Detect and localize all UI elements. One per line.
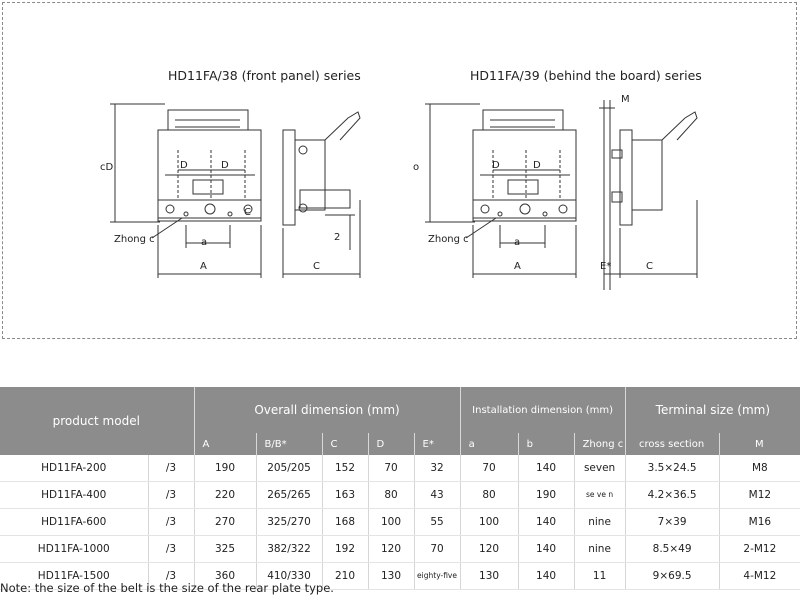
cell-zhong: nine [574, 509, 625, 536]
left-front-view [110, 104, 261, 278]
cell-suffix: /3 [148, 536, 194, 563]
subheader-zhong: Zhong c [574, 433, 625, 455]
dim-label-zhong-right: Zhong c [428, 234, 469, 245]
cell-C: 192 [322, 536, 368, 563]
cell-b: 140 [518, 455, 574, 482]
dim-label-o: o [413, 162, 420, 173]
cell-M: 4-M12 [719, 563, 800, 590]
cell-b: 140 [518, 563, 574, 590]
dim-label-Estar: E* [600, 261, 612, 272]
cell-b: 140 [518, 536, 574, 563]
cell-A: 270 [194, 509, 256, 536]
cell-a: 70 [460, 455, 518, 482]
cell-E: 55 [414, 509, 460, 536]
cell-D: 80 [368, 482, 414, 509]
cell-A: 325 [194, 536, 256, 563]
cell-b: 140 [518, 509, 574, 536]
cell-A: 360 [194, 563, 256, 590]
cell-B: 410/330 [256, 563, 322, 590]
dim-label-cd: cD [100, 162, 114, 173]
dim-label-two: 2 [334, 232, 341, 243]
cell-C: 210 [322, 563, 368, 590]
cell-B: 265/265 [256, 482, 322, 509]
header-product-model: product model [0, 387, 194, 455]
cell-zhong: nine [574, 536, 625, 563]
dim-label-a-small-right: a [514, 237, 521, 248]
left-side-view [283, 112, 360, 278]
cell-suffix: /3 [148, 455, 194, 482]
cell-M: M16 [719, 509, 800, 536]
left-series-title: HD11FA/38 (front panel) series [168, 68, 361, 83]
cell-a: 130 [460, 563, 518, 590]
cell-A: 190 [194, 455, 256, 482]
cell-C: 168 [322, 509, 368, 536]
cell-a: 100 [460, 509, 518, 536]
cell-model: HD11FA-600 [0, 509, 148, 536]
subheader-D: D [368, 433, 414, 455]
subheader-B: B/B* [256, 433, 322, 455]
table-row [0, 509, 800, 536]
cell-C: 163 [322, 482, 368, 509]
dim-label-zhong-left: Zhong c [114, 234, 155, 245]
cell-M: M8 [719, 455, 800, 482]
header-overall-dimension: Overall dimension (mm) [194, 387, 460, 433]
cell-model: HD11FA-200 [0, 455, 148, 482]
cell-model: HD11FA-1500 [0, 563, 148, 590]
table-group-header-row [0, 387, 800, 433]
cell-zhong: seven [574, 455, 625, 482]
subheader-b: b [518, 433, 574, 455]
right-front-view [425, 104, 576, 278]
cell-D: 130 [368, 563, 414, 590]
cell-B: 205/205 [256, 455, 322, 482]
cell-model: HD11FA-400 [0, 482, 148, 509]
dim-label-A-right: A [514, 261, 521, 272]
dim-label-d4: D [533, 160, 541, 171]
header-terminal-size: Terminal size (mm) [625, 387, 800, 433]
cell-M: M12 [719, 482, 800, 509]
cell-B: 382/322 [256, 536, 322, 563]
dim-label-d2: D [221, 160, 229, 171]
cell-suffix: /3 [148, 482, 194, 509]
dim-label-A-left: A [200, 261, 207, 272]
cell-D: 70 [368, 455, 414, 482]
cell-D: 100 [368, 509, 414, 536]
cell-cross-section: 8.5×49 [625, 536, 719, 563]
dim-label-c-small: C [244, 207, 251, 218]
cell-a: 120 [460, 536, 518, 563]
cell-zhong: 11 [574, 563, 625, 590]
cell-E: eighty-five [414, 563, 460, 590]
subheader-C: C [322, 433, 368, 455]
cell-cross-section: 3.5×24.5 [625, 455, 719, 482]
subheader-E: E* [414, 433, 460, 455]
cell-cross-section: 4.2×36.5 [625, 482, 719, 509]
cell-B: 325/270 [256, 509, 322, 536]
table-row [0, 536, 800, 563]
spec-table [0, 387, 800, 590]
header-installation-dimension: Installation dimension (mm) [460, 387, 625, 433]
dim-label-a-small-left: a [201, 237, 208, 248]
cell-cross-section: 9×69.5 [625, 563, 719, 590]
dim-label-d1: D [180, 160, 188, 171]
cell-C: 152 [322, 455, 368, 482]
cell-D: 120 [368, 536, 414, 563]
cell-M: 2-M12 [719, 536, 800, 563]
cell-E: 70 [414, 536, 460, 563]
subheader-a: a [460, 433, 518, 455]
cell-suffix: /3 [148, 563, 194, 590]
dim-label-d3: D [492, 160, 500, 171]
right-series-title: HD11FA/39 (behind the board) series [470, 68, 702, 83]
table-row [0, 455, 800, 482]
dim-label-C-right: C [646, 261, 653, 272]
subheader-cross-section: cross section [625, 433, 719, 455]
cell-A: 220 [194, 482, 256, 509]
cell-suffix: /3 [148, 509, 194, 536]
cell-E: 43 [414, 482, 460, 509]
cell-a: 80 [460, 482, 518, 509]
dim-label-C-left: C [313, 261, 320, 272]
footnote: Note: the size of the belt is the size of the rear plate type. [0, 581, 334, 595]
subheader-M: M [719, 433, 800, 455]
dim-label-M: M [621, 94, 630, 105]
cell-E: 32 [414, 455, 460, 482]
cell-model: HD11FA-1000 [0, 536, 148, 563]
cell-b: 190 [518, 482, 574, 509]
cell-zhong: se ve n [574, 482, 625, 509]
table-row [0, 482, 800, 509]
subheader-A: A [194, 433, 256, 455]
cell-cross-section: 7×39 [625, 509, 719, 536]
